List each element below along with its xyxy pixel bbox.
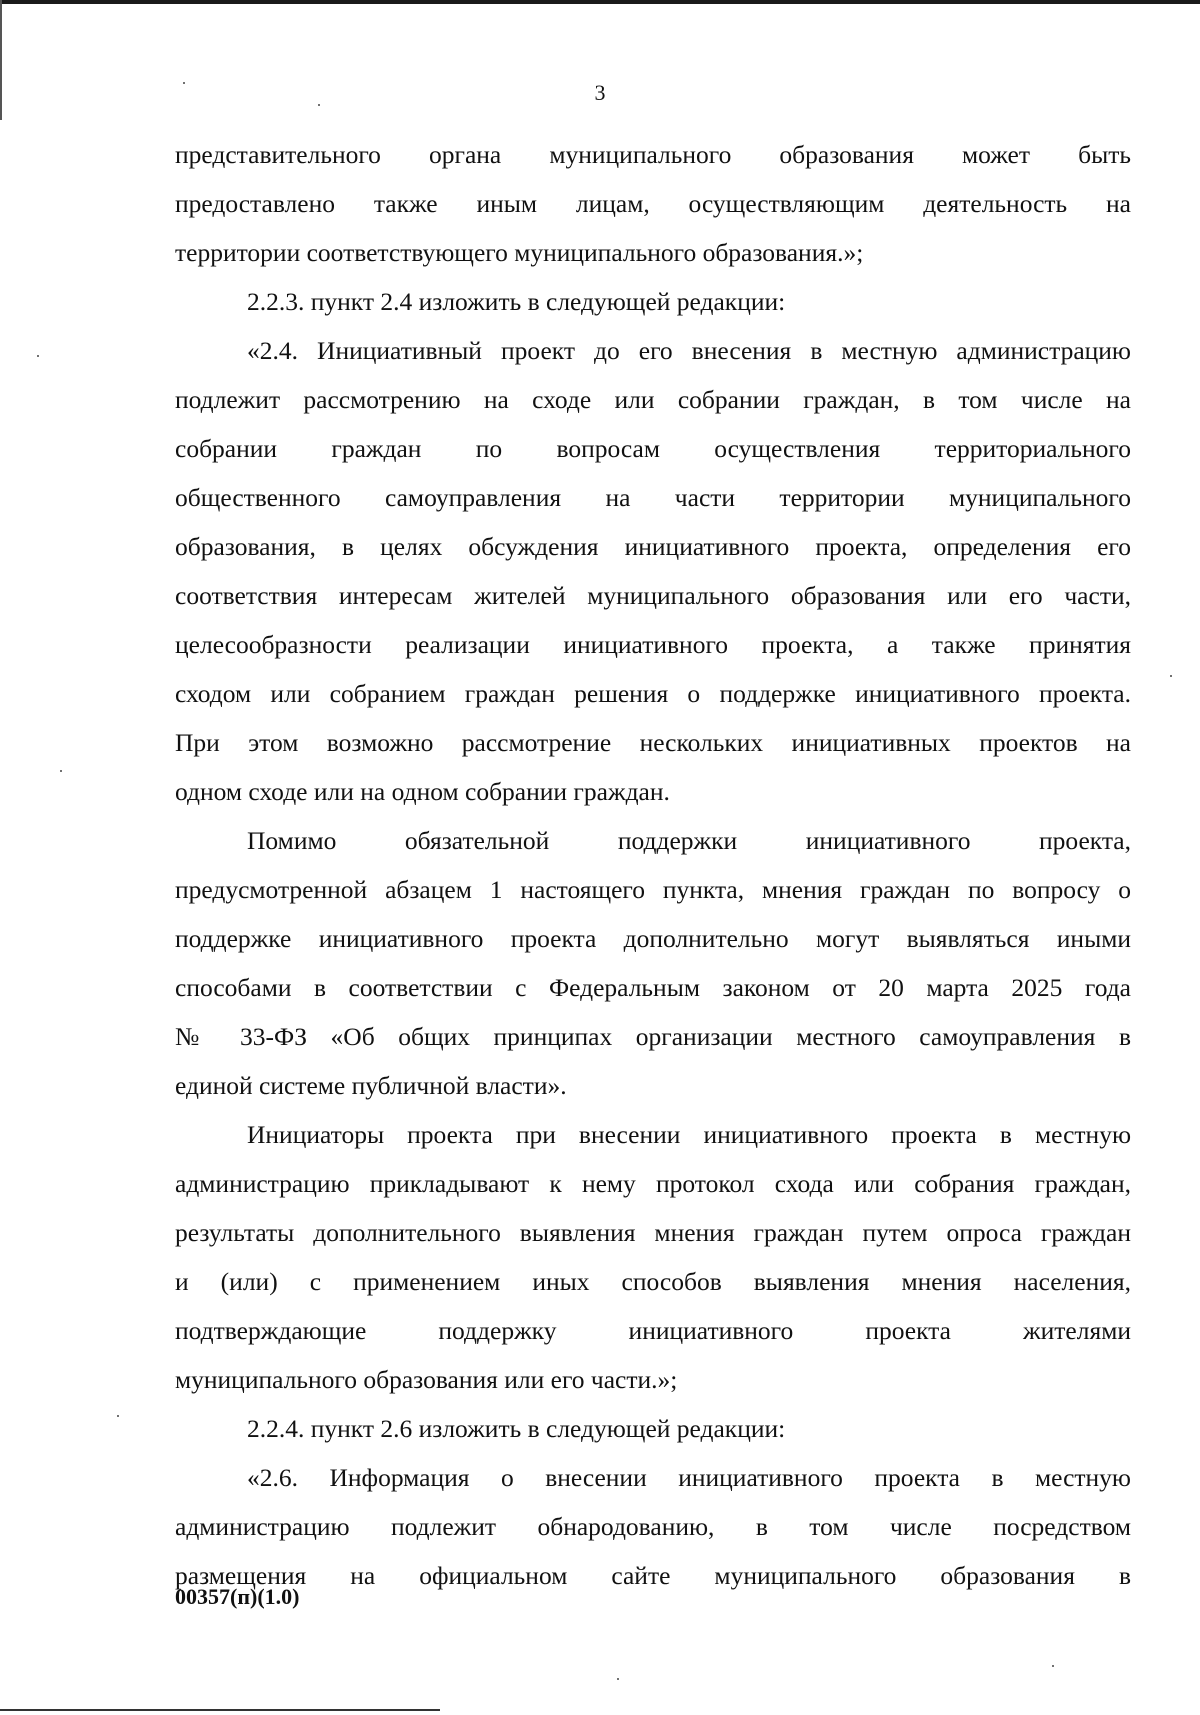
text-line: способами в соответствии с Федеральным законом от 20 марта 2025 года xyxy=(175,973,1131,1002)
text-line: При этом возможно рассмотрение нескольких инициативных проектов на xyxy=(175,728,1131,757)
text-line: результаты дополнительного выявления мнения граждан путем опроса граждан xyxy=(175,1218,1131,1247)
text-line: представительного органа муниципального образования может быть xyxy=(175,140,1131,169)
document-code: 00357(п)(1.0) xyxy=(175,1584,300,1609)
text-line: собрании граждан по вопросам осуществления территориального xyxy=(175,434,1131,463)
text-line: поддержке инициативного проекта дополнительно могут выявляться иными xyxy=(175,924,1131,953)
document-body xyxy=(175,130,1131,1600)
page-number: 3 xyxy=(594,80,606,105)
text-line: 2.2.3. пункт 2.4 изложить в следующей редакции: xyxy=(247,287,786,316)
text-line: Помимо обязательной поддержки инициативного проекта, xyxy=(247,826,1131,855)
text-line: соответствия интересам жителей муниципального образования или его части, xyxy=(175,581,1131,610)
scan-top-edge xyxy=(0,0,1200,4)
text-line: предоставлено также иным лицам, осуществляющим деятельность на xyxy=(175,189,1131,218)
scan-speck xyxy=(617,1678,619,1680)
text-line: образования, в целях обсуждения инициативного проекта, определения его xyxy=(175,532,1131,561)
text-line: подлежит рассмотрению на сходе или собрании граждан, в том числе на xyxy=(175,385,1131,414)
scan-speck xyxy=(60,770,62,772)
scan-speck xyxy=(117,1415,119,1417)
text-line: муниципального образования или его части.»; xyxy=(175,1365,678,1394)
text-line: размещения на официальном сайте муниципального образования в xyxy=(175,1561,1131,1590)
scan-bottom-edge xyxy=(0,1709,440,1711)
text-line: целесообразности реализации инициативного проекта, а также принятия xyxy=(175,630,1131,659)
text-line: 2.2.4. пункт 2.6 изложить в следующей редакции: xyxy=(247,1414,786,1443)
text-line: единой системе публичной власти». xyxy=(175,1071,567,1100)
text-line: и (или) с применением иных способов выявления мнения населения, xyxy=(175,1267,1131,1296)
text-line: территории соответствующего муниципального образования.»; xyxy=(175,238,864,267)
text-line: предусмотренной абзацем 1 настоящего пункта, мнения граждан по вопросу о xyxy=(175,875,1131,904)
document-text xyxy=(175,130,1131,1600)
scan-speck xyxy=(1170,675,1172,677)
text-line: Инициаторы проекта при внесении инициативного проекта в местную xyxy=(247,1120,1131,1149)
text-line: «2.6. Информация о внесении инициативного проекта в местную xyxy=(247,1463,1131,1492)
text-line: администрацию подлежит обнародованию, в том числе посредством xyxy=(175,1512,1131,1541)
text-line: «2.4. Инициативный проект до его внесения в местную администрацию xyxy=(247,336,1131,365)
scan-speck xyxy=(1052,1665,1054,1667)
text-line: подтверждающие поддержку инициативного проекта жителями xyxy=(175,1316,1131,1345)
text-line: сходом или собранием граждан решения о поддержке инициативного проекта. xyxy=(175,679,1131,708)
text-line: администрацию прикладывают к нему протокол схода или собрания граждан, xyxy=(175,1169,1131,1198)
text-line: общественного самоуправления на части территории муниципального xyxy=(175,483,1131,512)
scan-speck xyxy=(318,104,320,106)
scan-speck xyxy=(37,355,39,357)
text-line: № 33-ФЗ «Об общих принципах организации местного самоуправления в xyxy=(175,1022,1131,1051)
text-line: одном сходе или на одном собрании граждан. xyxy=(175,777,670,806)
